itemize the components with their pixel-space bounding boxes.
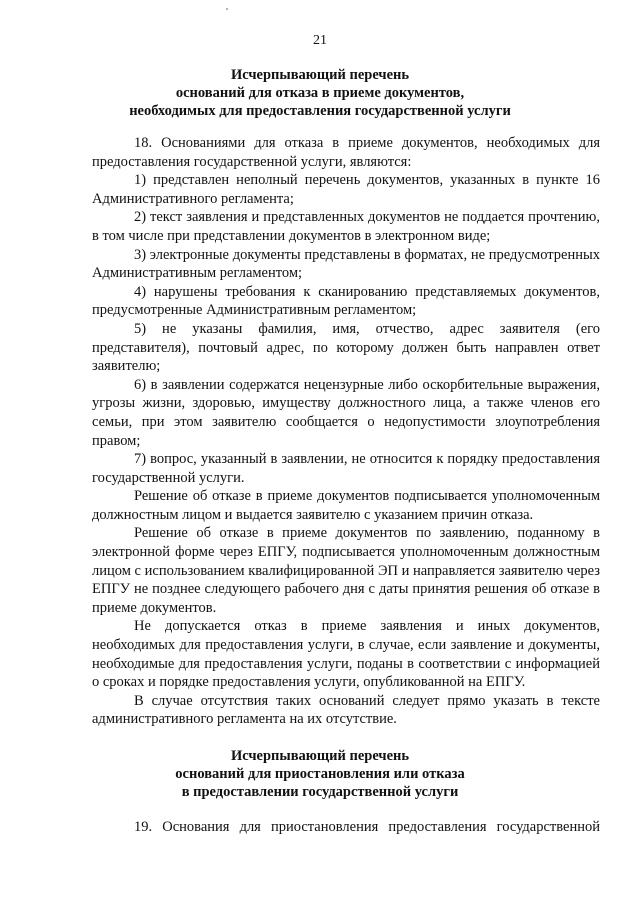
list-item-2: 2) текст заявления и представленных документов не поддается прочтению, в том числе при представлении документов в электронном виде; (92, 209, 600, 244)
paragraph-19-intro: 19. Основания для приостановления предоставления государственной (134, 819, 600, 835)
heading-line: в предоставлении государственной услуги (181, 784, 459, 800)
paragraph-not-allowed: Не допускается отказ в приеме заявления и иных документов, необходимых для предоставления услуги, в случае, если заявление и документы, необходимые для предоставления услуги, поданы в соответствии с информацией о сроках и порядке предоставления услуги, опубликованной на ЕПГУ. (92, 618, 600, 691)
heading-line: оснований для приостановления или отказа (175, 766, 465, 782)
heading-line: оснований для отказа в приеме документов, (175, 85, 465, 101)
section-heading-refusal-documents (60, 66, 580, 120)
list-item-6: 6) в заявлении содержатся нецензурные либо оскорбительные выражения, угрозы жизни, здоровью, имуществу должностного лица, а также членов его семьи, при этом заявителю сообщается о недопустимости злоупотребления правом; (92, 376, 600, 449)
list-item-4: 4) нарушены требования к сканированию представляемых документов, предусмотренные Административным регламентом; (92, 283, 600, 319)
section-body-refusal-documents (92, 134, 600, 729)
scan-speck (226, 8, 228, 10)
page-number: 21 (313, 33, 327, 48)
paragraph-18-intro: 18. Основаниями для отказа в приеме документов, необходимых для предоставления государственной услуги, являются: (92, 135, 600, 170)
section-body-suspension (92, 818, 600, 837)
list-item-5: 5) не указаны фамилия, имя, отчество, адрес заявителя (его представителя), почтовый адрес, по которому должен быть направлен ответ заявителю; (92, 320, 600, 375)
heading-line: необходимых для предоставления государственной услуги (129, 103, 511, 119)
paragraph-no-grounds: В случае отсутствия таких оснований следует прямо указать в тексте административного регламента на их отсутствие. (92, 692, 600, 728)
heading-line: Исчерпывающий перечень (230, 748, 410, 764)
paragraph-decision-signature: Решение об отказе в приеме документов подписывается уполномоченным должностным лицом и выдается заявителю с указанием причин отказа. (92, 488, 600, 523)
list-item-1: 1) представлен неполный перечень документов, указанных в пункте 16 Административного регламента; (92, 172, 600, 207)
section-heading-suspension-refusal (60, 747, 580, 801)
heading-line: Исчерпывающий перечень (230, 67, 410, 83)
list-item-7: 7) вопрос, указанный в заявлении, не относится к порядку предоставления государственной услуги. (92, 451, 600, 486)
paragraph-decision-epgu: Решение об отказе в приеме документов по заявлению, поданному в электронной форме через ЕПГУ, подписывается уполномоченным должностным лицом с использованием квалифицированной ЭП и направляется заявителю через ЕПГУ не позднее следующего рабочего дня с даты принятия решения об отказе в приеме документов. (92, 525, 600, 616)
list-item-3: 3) электронные документы представлены в форматах, не предусмотренных Административным регламентом; (92, 246, 600, 282)
